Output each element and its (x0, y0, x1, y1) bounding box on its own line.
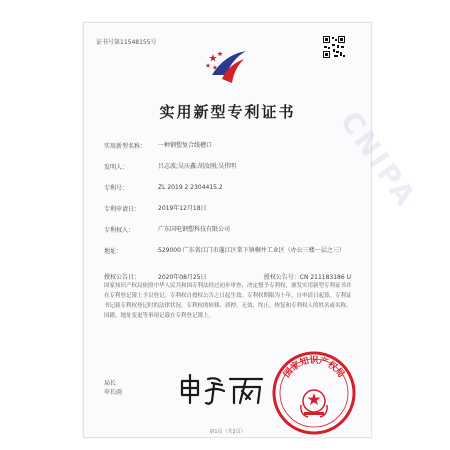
field-value: 吕志波;吴庆鑫;胡汝刚;吴伟明 (158, 163, 237, 170)
field-label: 专利申请日： (104, 206, 141, 213)
field-value: 一种钢塑复合线槽口 (158, 142, 213, 149)
field-label: 发明人： (104, 164, 129, 171)
certificate-body-text: 国家知识产权局依照中华人民共和国专利法经过初步审查，决定授予专利权，颁发实用新型专利证书并在专利登记簿上予以登记。专利权自授权公告之日起生效。专利权期限为十年，自申请日起算。专利证书记载专利权登记时的法律状况。专利权的转移、质押、无效、终止、恢复和专利权人的姓名或名称、国籍、地址变更等事项记载在专利登记簿上。 (104, 283, 352, 319)
field-value: 529000 广东省江门市蓬江区棠下镇桐井工业区（办公三楼一层之三） (158, 247, 345, 254)
field-row (104, 141, 359, 162)
field-row (104, 246, 359, 272)
field-value-extra: 授权公告号：CN 211183186 U (263, 274, 351, 281)
field-row (104, 204, 359, 225)
field-label: 专利号： (104, 185, 129, 192)
signature-label (104, 379, 122, 397)
field-label: 授权公告日： (104, 274, 141, 281)
page-footer: 第1页（共2页） (209, 429, 246, 435)
signature-title: 局长 (104, 380, 117, 387)
svg-text:国家知识产权局 (281, 354, 347, 380)
field-value: 广东国电钢塑科技有限公司 (158, 226, 231, 233)
field-label: 实用新型名称： (104, 143, 147, 150)
field-row (104, 162, 359, 183)
field-value: ZL 2019 2 2304415.2 (158, 184, 223, 191)
patent-office-emblem-icon (204, 45, 250, 87)
field-value: 2019年12月18日 (158, 205, 207, 212)
seal-text: 国家知识产权局 (282, 356, 346, 380)
patent-certificate (83, 22, 424, 438)
handwritten-signature (176, 369, 266, 409)
watermark: CNIPA (333, 105, 424, 214)
certificate-title: 实用新型专利证书 (159, 103, 296, 121)
field-row (104, 183, 359, 204)
official-seal (270, 349, 358, 437)
field-label: 地址： (104, 248, 123, 255)
signature-name: 申长雨 (104, 389, 123, 396)
field-label: 专利权人： (104, 227, 135, 234)
field-value: 2020年08月25日 (158, 274, 207, 281)
certificate-number: 证书号第11548155号 (96, 39, 157, 46)
qr-code-icon (322, 35, 346, 59)
field-row (104, 225, 359, 246)
certificate-fields (104, 141, 359, 293)
